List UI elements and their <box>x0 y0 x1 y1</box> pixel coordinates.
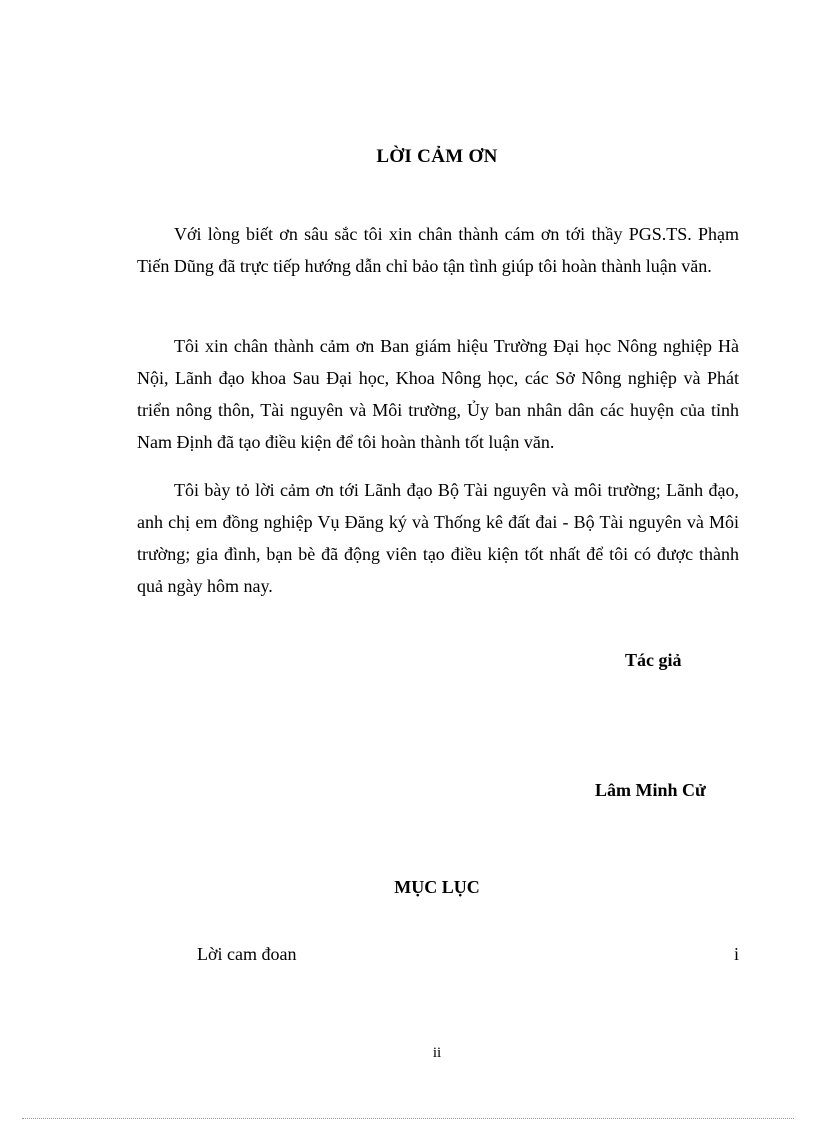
acknowledgement-title: LỜI CẢM ƠN <box>376 146 498 167</box>
acknowledgement-paragraph-1: Với lòng biết ơn sâu sắc tôi xin chân thành cám ơn tới thầy PGS.TS. Phạm Tiến Dũng đã trực tiếp hướng dẫn chỉ bảo tận tình giúp tôi hoàn thành luận văn. <box>137 224 739 276</box>
toc-heading: MỤC LỤC <box>394 877 480 897</box>
acknowledgement-paragraph-2: Tôi xin chân thành cảm ơn Ban giám hiệu Trường Đại học Nông nghiệp Hà Nội, Lãnh đạo khoa Sau Đại học, Khoa Nông học, các Sở Nông nghiệp và Phát triển nông thôn, Tài nguyên và Môi trường, Ủy ban nhân dân các huyện của tỉnh Nam Định đã tạo điều kiện để tôi hoàn thành tốt luận văn. <box>137 336 739 452</box>
signature-role: Tác giả <box>625 650 682 670</box>
page-break-divider <box>22 1118 794 1119</box>
acknowledgement-paragraph-3: Tôi bày tỏ lời cảm ơn tới Lãnh đạo Bộ Tài nguyên và môi trường; Lãnh đạo, anh chị em đồng nghiệp Vụ Đăng ký và Thống kê đất đai - Bộ Tài nguyên và Môi trường; gia đình, bạn bè đã động viên tạo điều kiện tốt nhất để tôi có được thành quả ngày hôm nay. <box>137 480 739 596</box>
toc-entry-page: i <box>733 944 739 964</box>
toc-entry-label: Lời cam đoan <box>197 944 297 964</box>
page-number: ii <box>432 1045 442 1061</box>
signature-name: Lâm Minh Cử <box>595 780 706 800</box>
